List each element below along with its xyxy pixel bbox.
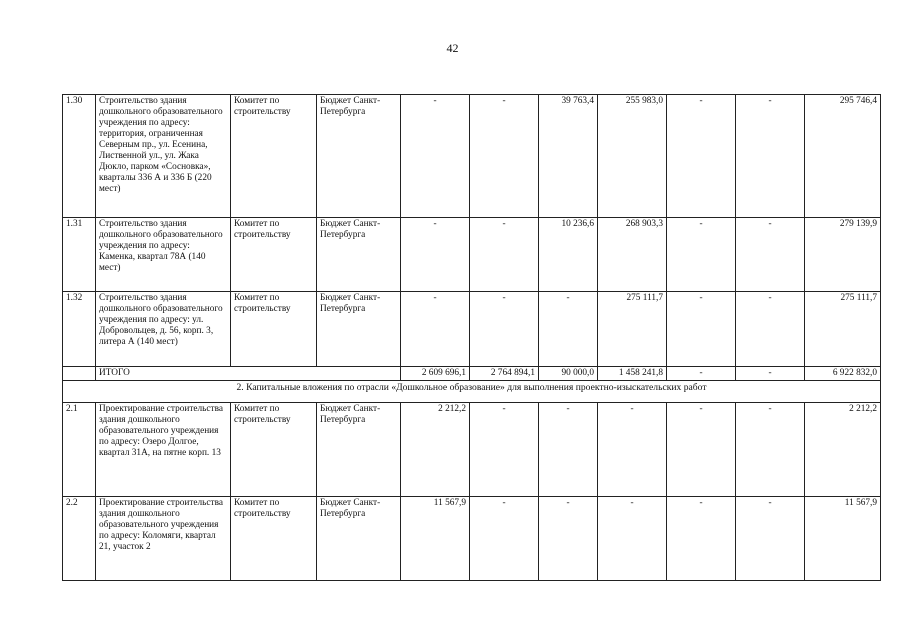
value-cell: - xyxy=(539,403,598,497)
funding-source: Бюджет Санкт-Петербурга xyxy=(317,95,401,218)
funding-source: Бюджет Санкт-Петербурга xyxy=(317,403,401,497)
value-cell: - xyxy=(470,95,539,218)
customer: Комитет по строительству xyxy=(231,497,317,581)
value-cell: - xyxy=(736,218,805,292)
total-cell: 295 746,4 xyxy=(805,95,881,218)
value-cell: - xyxy=(470,403,539,497)
total-row xyxy=(63,367,881,381)
value-cell: 2 212,2 xyxy=(401,403,470,497)
total-cell: 279 139,9 xyxy=(805,218,881,292)
row-number: 1.32 xyxy=(63,292,96,367)
value-cell: - xyxy=(598,497,667,581)
value-cell: 255 983,0 xyxy=(598,95,667,218)
total-label: ИТОГО xyxy=(96,367,401,381)
value-cell: - xyxy=(736,95,805,218)
row-number: 1.30 xyxy=(63,95,96,218)
value-cell: - xyxy=(736,403,805,497)
table-row xyxy=(63,218,881,292)
value-cell: - xyxy=(401,218,470,292)
value-cell: - xyxy=(470,218,539,292)
value-cell: - xyxy=(401,95,470,218)
value-cell: 268 903,3 xyxy=(598,218,667,292)
table-row xyxy=(63,497,881,581)
row-number: 1.31 xyxy=(63,218,96,292)
value-cell: 10 236,6 xyxy=(539,218,598,292)
customer: Комитет по строительству xyxy=(231,95,317,218)
value-cell: - xyxy=(667,218,736,292)
total-cell: 2 212,2 xyxy=(805,403,881,497)
value-cell: 275 111,7 xyxy=(598,292,667,367)
value-cell: - xyxy=(667,367,736,381)
object-name: Строительство здания дошкольного образовательного учреждения по адресу: Каменка, квартал 78А (140 мест) xyxy=(96,218,231,292)
value-cell: - xyxy=(667,497,736,581)
section-row xyxy=(63,381,881,403)
value-cell: - xyxy=(401,292,470,367)
value-cell: - xyxy=(667,403,736,497)
value-cell: - xyxy=(539,497,598,581)
customer: Комитет по строительству xyxy=(231,218,317,292)
value-cell: - xyxy=(736,497,805,581)
object-name: Строительство здания дошкольного образовательного учреждения по адресу: ул. Добровольцев, д. 56, корп. 3, литера А (140 мест) xyxy=(96,292,231,367)
total-cell: 6 922 832,0 xyxy=(805,367,881,381)
value-cell: 39 763,4 xyxy=(539,95,598,218)
budget-table xyxy=(62,94,881,581)
value-cell: - xyxy=(470,497,539,581)
object-name: Проектирование строительства здания дошкольного образовательного учреждения по адресу: Озеро Долгое, квартал 31А, на пятне корп. 13 xyxy=(96,403,231,497)
row-number: 2.2 xyxy=(63,497,96,581)
funding-source: Бюджет Санкт-Петербурга xyxy=(317,218,401,292)
page-number: 42 xyxy=(446,41,459,55)
value-cell: - xyxy=(598,403,667,497)
funding-source: Бюджет Санкт-Петербурга xyxy=(317,497,401,581)
value-cell: 1 458 241,8 xyxy=(598,367,667,381)
table-row xyxy=(63,403,881,497)
customer: Комитет по строительству xyxy=(231,292,317,367)
funding-source: Бюджет Санкт-Петербурга xyxy=(317,292,401,367)
section-title: 2. Капитальные вложения по отрасли «Дошкольное образование» для выполнения проектно-изыскательских работ xyxy=(63,381,881,403)
value-cell: 2 609 696,1 xyxy=(401,367,470,381)
value-cell: 90 000,0 xyxy=(539,367,598,381)
customer: Комитет по строительству xyxy=(231,403,317,497)
table-row xyxy=(63,95,881,218)
value-cell: - xyxy=(470,292,539,367)
value-cell: - xyxy=(736,292,805,367)
value-cell: - xyxy=(539,292,598,367)
total-cell: 275 111,7 xyxy=(805,292,881,367)
value-cell: - xyxy=(667,95,736,218)
row-number: 2.1 xyxy=(63,403,96,497)
object-name: Проектирование строительства здания дошкольного образовательного учреждения по адресу: Коломяги, квартал 21, участок 2 xyxy=(96,497,231,581)
object-name: Строительство здания дошкольного образовательного учреждения по адресу: территория, ограниченная Северным пр., ул. Есенина, Лиственной ул., ул. Жака Дюкло, парком «Сосновка», кварталы 336 А и 336 Б (220 мест) xyxy=(96,95,231,218)
value-cell: - xyxy=(736,367,805,381)
empty-cell xyxy=(63,367,96,381)
total-cell: 11 567,9 xyxy=(805,497,881,581)
value-cell: 11 567,9 xyxy=(401,497,470,581)
value-cell: - xyxy=(667,292,736,367)
table-row xyxy=(63,292,881,367)
value-cell: 2 764 894,1 xyxy=(470,367,539,381)
